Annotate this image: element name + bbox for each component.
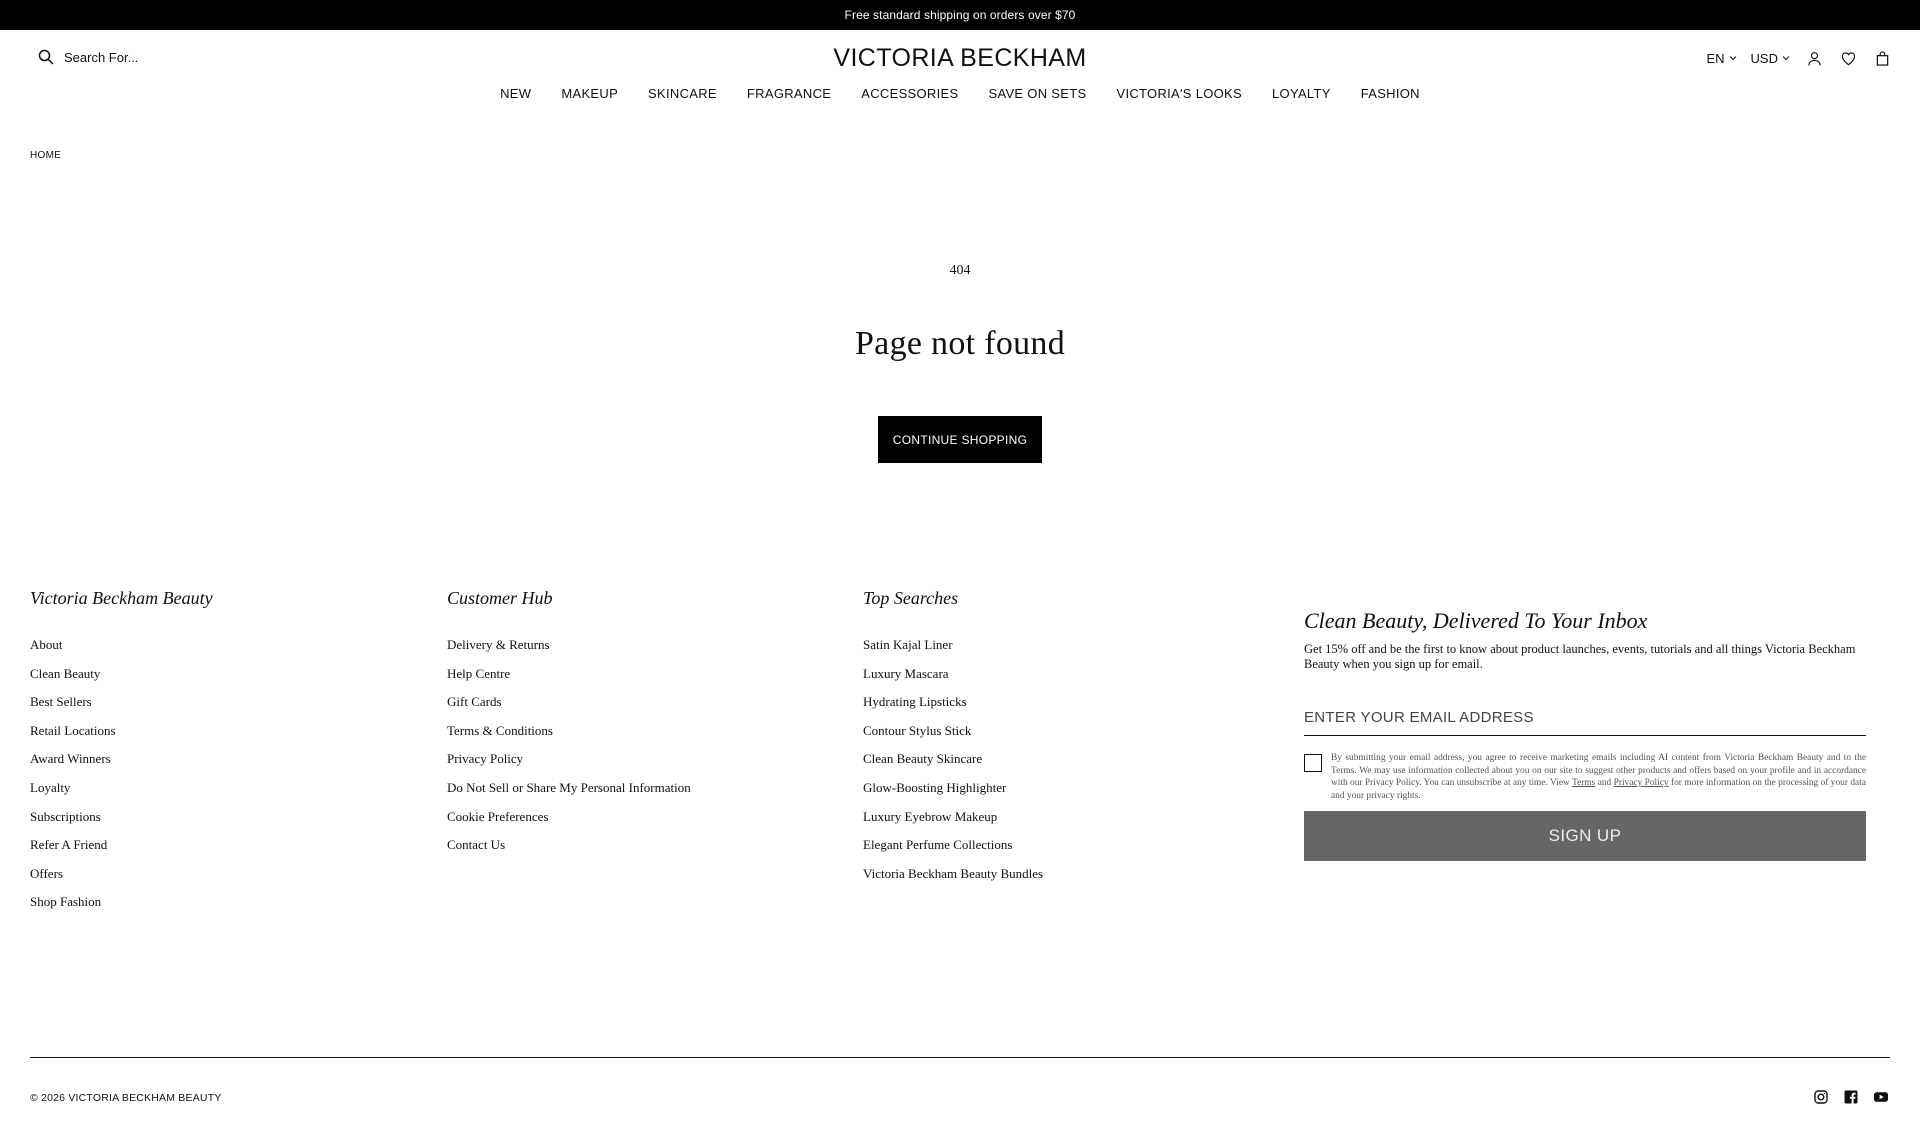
footer-link[interactable]: Privacy Policy [447,751,524,767]
site-header [0,30,1920,90]
nav-item-skincare[interactable]: SKINCARE [648,86,717,101]
copyright: © 2026 VICTORIA BECKHAM BEAUTY [30,1092,222,1104]
footer-link[interactable]: Gift Cards [447,694,502,710]
youtube-icon[interactable] [1872,1088,1890,1105]
footer-link[interactable]: Award Winners [30,751,111,767]
search-icon[interactable] [38,49,54,65]
main-navigation [0,86,1920,108]
instagram-icon[interactable] [1812,1088,1830,1105]
terms-link[interactable]: Terms [1572,778,1596,789]
footer-link[interactable]: Best Sellers [30,694,92,710]
nav-item-save-on-sets[interactable]: SAVE ON SETS [988,86,1087,101]
consent-row [1304,752,1866,802]
footer-link[interactable]: Contour Stylus Stick [863,722,972,738]
footer-link[interactable]: Clean Beauty [30,665,101,681]
footer-column-title: Victoria Beckham Beauty [30,588,213,608]
footer-link[interactable]: Help Centre [447,665,511,681]
footer-link[interactable]: Cookie Preferences [447,808,549,824]
nav-item-fragrance[interactable]: FRAGRANCE [746,86,832,101]
brand-logo[interactable]: VICTORIA BECKHAM [833,44,1087,72]
nav-item-fashion[interactable]: FASHION [1360,86,1420,101]
breadcrumb-home[interactable]: HOME [30,150,62,161]
currency-value[interactable]: USD [1750,50,1778,66]
nav-item-makeup[interactable]: MAKEUP [561,86,619,101]
footer-link[interactable]: Retail Locations [30,722,116,738]
newsletter-description: Get 15% off and be the first to know about product launches, events, tutorials and all things Victoria Beckham Beauty when you sign up for email. [1304,642,1856,671]
search-placeholder[interactable]: Search For... [64,49,139,65]
privacy-policy-link[interactable]: Privacy Policy [1613,778,1669,789]
footer-link[interactable]: Offers [30,865,63,881]
consent-text-start: By submitting your email address, you agree to receive marketing emails including AI content from Victoria Beckham Beauty and to the Terms. We may use information collected about you on our site to suggest other products and offers based on your profile and in accordance with our Privacy Policy. You can unsubscribe at any time. View [1331,753,1866,789]
footer-link[interactable]: Satin Kajal Liner [863,637,953,652]
footer-column-top-searches [863,588,1263,888]
announcement-text: Free standard shipping on orders over $70 [844,8,1076,22]
newsletter-signup [1304,608,1866,861]
footer-divider [30,1057,1890,1058]
footer-link[interactable]: Shop Fashion [30,894,102,910]
sign-up-button[interactable]: SIGN UP [1304,811,1866,861]
consent-text-end: for more information on the processing of your data and your privacy rights. [1331,778,1866,801]
language-value[interactable]: EN [1706,50,1725,66]
search-input[interactable] [38,49,138,65]
footer-link[interactable]: Hydrating Lipsticks [863,694,967,710]
footer-link[interactable]: Terms & Conditions [447,722,553,738]
footer-link[interactable]: About [30,637,63,652]
nav-item-loyalty[interactable]: LOYALTY [1272,86,1331,101]
footer-link[interactable]: Subscriptions [30,808,101,824]
footer-link[interactable]: Elegant Perfume Collections [863,837,1013,853]
heart-icon[interactable] [1838,48,1858,68]
social-links [1812,1088,1890,1105]
footer-link[interactable]: Victoria Beckham Beauty Bundles [863,865,1044,881]
page-title: Page not found [854,325,1066,362]
footer-column-customer-hub [447,588,847,860]
footer-column-brand [30,588,430,917]
footer-link[interactable]: Refer A Friend [30,837,108,853]
footer-link[interactable]: Clean Beauty Skincare [863,751,983,767]
footer-column-title: Customer Hub [447,588,553,608]
footer-link[interactable]: Contact Us [447,837,506,853]
error-code: 404 [949,263,971,278]
user-icon[interactable] [1804,48,1824,68]
nav-item-victorias-looks[interactable]: VICTORIA'S LOOKS [1116,86,1242,101]
chevron-down-icon [1729,54,1737,62]
header-utilities [1706,48,1892,68]
footer-column-title: Top Searches [863,588,959,608]
consent-text [1331,752,1866,802]
footer-link[interactable]: Delivery & Returns [447,637,550,652]
consent-text-and: and [1595,778,1614,789]
email-field[interactable]: ENTER YOUR EMAIL ADDRESS [1304,700,1866,736]
footer-link[interactable]: Loyalty [30,779,71,795]
footer-link[interactable]: Luxury Mascara [863,665,949,681]
footer-link[interactable]: Glow-Boosting Highlighter [863,779,1007,795]
footer-link[interactable]: Do Not Sell or Share My Personal Information [447,779,691,795]
currency-selector[interactable] [1751,51,1790,66]
nav-item-accessories[interactable]: ACCESSORIES [861,86,959,101]
footer-link[interactable]: Luxury Eyebrow Makeup [863,808,998,824]
consent-checkbox[interactable] [1304,754,1322,772]
bag-icon[interactable] [1872,48,1892,68]
chevron-down-icon [1782,54,1790,62]
language-selector[interactable] [1706,51,1736,66]
newsletter-title: Clean Beauty, Delivered To Your Inbox [1304,608,1648,633]
announcement-bar [0,0,1920,30]
continue-shopping-button[interactable]: CONTINUE SHOPPING [878,416,1042,463]
nav-item-new[interactable]: NEW [500,86,532,101]
facebook-icon[interactable] [1842,1088,1860,1105]
